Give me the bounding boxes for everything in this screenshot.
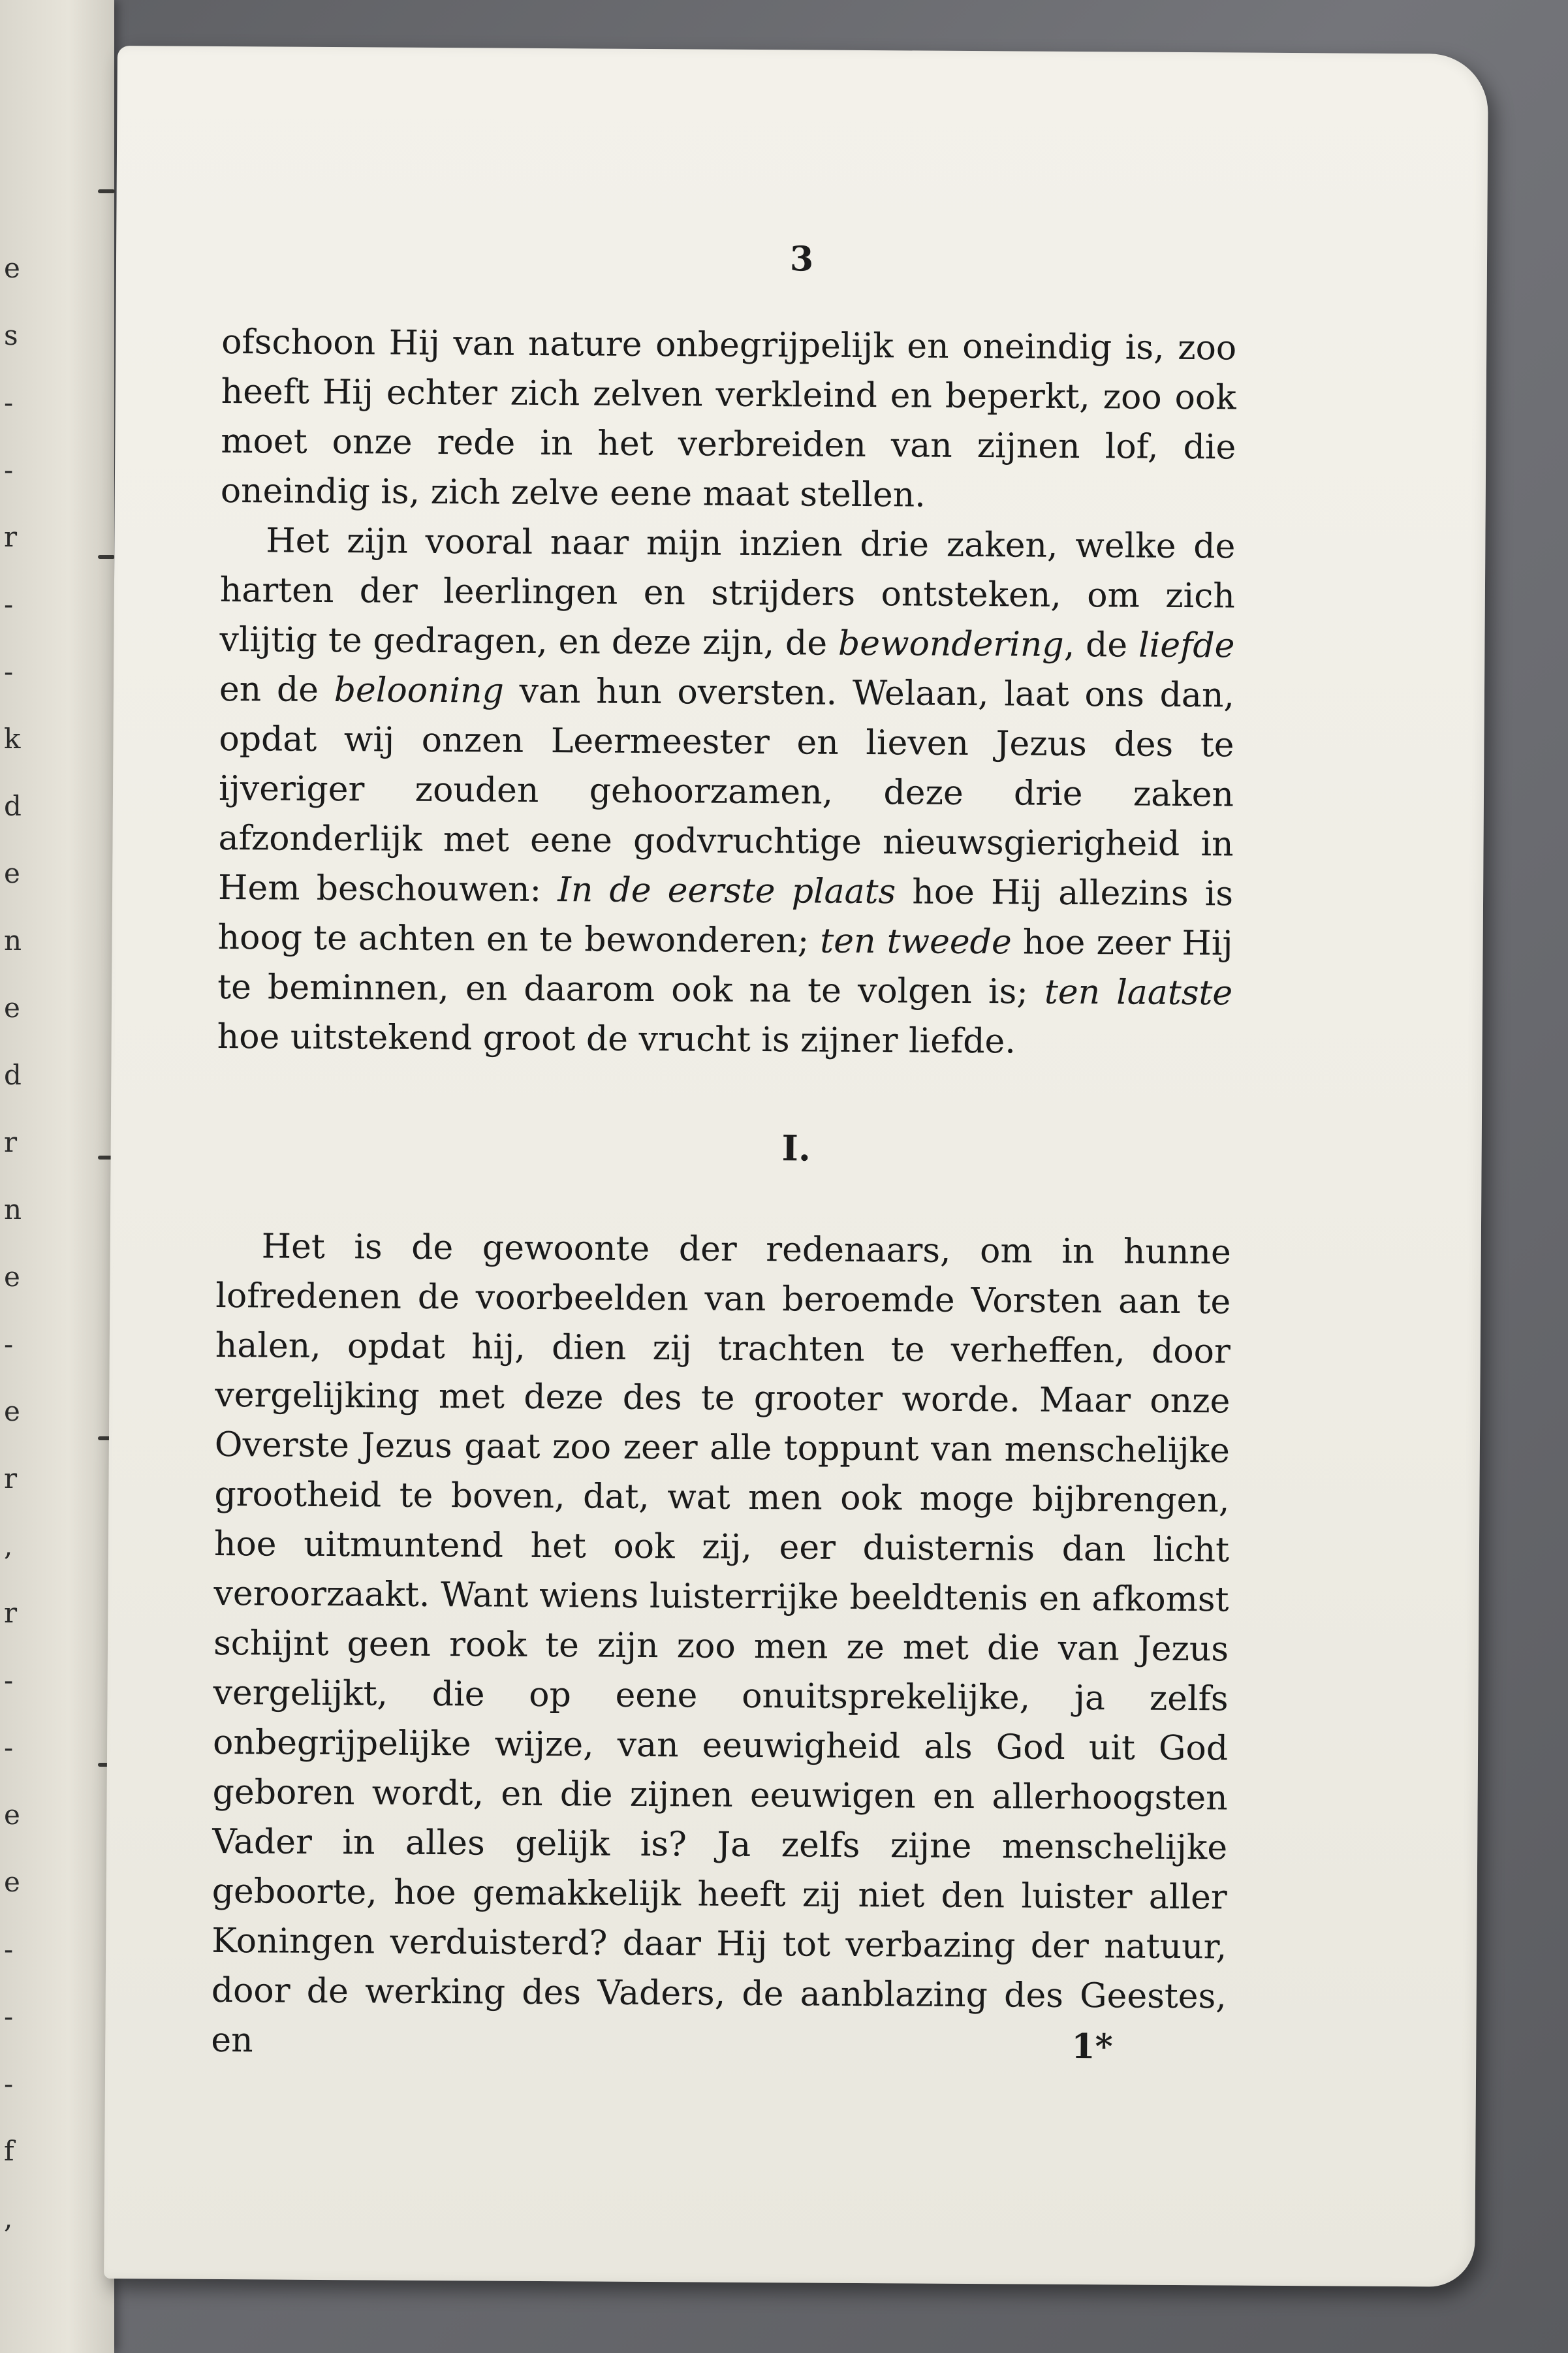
book-page: [104, 46, 1488, 2287]
signature-mark: 1*: [1071, 2026, 1113, 2067]
facing-page-char: -: [4, 387, 14, 418]
facing-page-char: r: [4, 1597, 18, 1629]
text-run: en de: [219, 669, 334, 710]
facing-page-char: e: [4, 992, 20, 1024]
facing-page-char: e: [4, 1395, 20, 1427]
paragraph: [211, 1222, 1231, 2071]
facing-page-char: -: [4, 655, 14, 687]
text-block-bottom: [211, 1222, 1231, 2071]
facing-page-char: f: [4, 2135, 14, 2167]
facing-page-edge: [0, 0, 114, 2353]
italic-phrase: liefde: [1138, 625, 1235, 666]
binding-stitch: [98, 555, 115, 559]
binding-stitch: [98, 189, 115, 193]
text-run: hoe uitstekend groot de vrucht is zijner liefde.: [217, 1017, 1016, 1062]
facing-page-char: -: [4, 1664, 14, 1696]
page-number: 3: [789, 239, 814, 279]
facing-page-char: e: [4, 1261, 20, 1293]
facing-page-char: e: [4, 857, 20, 889]
text-run: Het zijn vooral naar mijn inzien drie zaken, welke de harten der leerlingen en strijders ontsteken, om zich vlijtig te gedragen, en deze zijn, de: [219, 521, 1236, 663]
facing-page-char: -: [4, 1328, 14, 1360]
italic-phrase: ten laatste: [1044, 972, 1233, 1013]
facing-page-char: n: [4, 1193, 22, 1225]
text-run: Het is de gewoonte der redenaars, om in hunne lofredenen de voorbeelden van beroemde Vorsten aan te halen, opdat hij, dien zij trachten te verheffen, door vergelijking met deze des te grooter worde. Maar onze Overste Jezus gaat zoo zeer alle toppunt van menschelijke grootheid te boven, dat, wat men ook moge bijbrengen, hoe uitmuntend het ook zij, eer duisternis dan licht veroorzaakt. Want wiens luisterrijke beeldtenis en afkomst schijnt geen rook te zijn zoo men ze met die van Jezus vergelijkt, die op eene onuitsprekelijke, ja zelfs onbegrijpelijke wijze, van eeuwigheid als God uit God geboren wordt, en die zijnen eeuwigen en allerhoogsten Vader in alles gelijk is? Ja zelfs zijne menschelijke geboorte, hoe gemakkelijk heeft zij niet den luister aller Koningen verduisterd? daar Hij tot verbazing der natuur, door de werking des Vaders, de aanblazing des Geestes, en: [211, 1227, 1231, 2061]
facing-page-char: -: [4, 1933, 14, 1965]
facing-page-char: -: [4, 454, 14, 486]
paragraph: [217, 516, 1235, 1067]
italic-phrase: bewondering: [838, 624, 1064, 665]
facing-page-char: d: [4, 790, 22, 822]
text-run: ofschoon Hij van nature onbegrijpelijk en oneindig is, zoo heeft Hij echter zich zelven verkleind en beperkt, zoo ook moet onze rede in het verbreiden van zijnen lof, die oneindig is, zich zelve eene maat stellen.: [220, 322, 1237, 515]
facing-page-char: k: [4, 723, 21, 755]
facing-page-char: e: [4, 252, 20, 284]
facing-page-char: e: [4, 1866, 20, 1898]
italic-phrase: belooning: [334, 671, 505, 711]
facing-page-char: -: [4, 2068, 14, 2100]
text-run: hoe Hij allezins is hoog te achten en te bewonderen;: [217, 872, 1234, 961]
italic-phrase: ten tweede: [820, 921, 1012, 962]
facing-page-char: e: [4, 1799, 20, 1831]
italic-phrase: In de eerste plaats: [557, 870, 896, 912]
facing-page-char: ,: [4, 1530, 13, 1562]
facing-page-char: r: [4, 521, 18, 553]
paragraph: [221, 317, 1237, 522]
text-run: van hun oversten. Welaan, laat ons dan, opdat wij onzen Leermeester en lieven Jezus des te ijveriger zouden gehoorzamen, deze drie zaken afzonderlijk met eene godvruchtige nieuwsgierigheid in Hem beschouwen:: [217, 671, 1235, 910]
facing-page-char: -: [4, 588, 14, 620]
text-block-top: [217, 317, 1236, 1067]
section-heading: I.: [781, 1127, 811, 1169]
facing-page-char: r: [4, 1462, 18, 1494]
facing-page-char: -: [4, 2000, 14, 2032]
facing-page-char: s: [4, 319, 18, 351]
text-run: , de: [1063, 625, 1139, 665]
facing-page-char: n: [4, 924, 22, 956]
facing-page-char: d: [4, 1059, 22, 1091]
text-run: hoe zeer Hij te beminnen, en daarom ook na te volgen is;: [217, 923, 1233, 1012]
facing-page-char: ,: [4, 2202, 13, 2234]
facing-page-char: r: [4, 1126, 18, 1158]
facing-page-char: -: [4, 1731, 14, 1763]
